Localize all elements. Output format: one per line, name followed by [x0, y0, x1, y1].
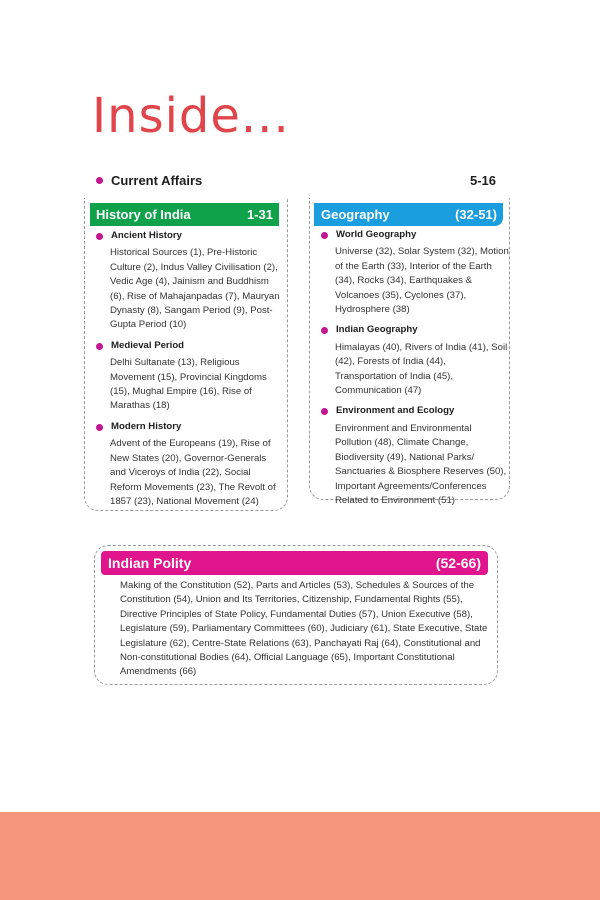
- section-body: Delhi Sultanate (13), Religious Movement (15), Provincial Kingdoms (15), Mughal Empire (16), Rise of Marathas (18): [110, 357, 267, 412]
- section-body: Environment and Environmental Pollution (48), Climate Change, Biodiversity (49), National Parks/ Sanctuaries & Biosphere Reserves (50), Important Agreements/Conferences Related to Environment (51): [335, 422, 507, 506]
- geography-section-environment: [321, 404, 509, 508]
- history-title: History of India: [96, 207, 191, 222]
- history-section-ancient: [96, 229, 284, 333]
- bullet-icon: [321, 232, 328, 239]
- section-body: Universe (32), Solar System (32), Motion of the Earth (33), Interior of the Earth (34), Rocks (34), Earthquakes & Volcanoes (35), Cyclones (37), Hydrosphere (38): [335, 246, 509, 316]
- page-title: Inside...: [92, 88, 290, 144]
- bullet-icon: [96, 233, 103, 240]
- polity-title: Indian Polity: [108, 555, 192, 571]
- geography-banner[interactable]: [314, 203, 503, 226]
- geography-title: Geography: [321, 207, 390, 222]
- section-heading: World Geography: [336, 229, 417, 240]
- section-heading: Indian Geography: [336, 324, 418, 336]
- geography-sections: [321, 228, 509, 514]
- geography-section-world: [321, 228, 509, 317]
- polity-body: Making of the Constitution (52), Parts and Articles (53), Schedules & Sources of the Constitution (54), Union and Its Territories, Citizenship, Fundamental Rights (55), Directive Principles of State Policy, Fundamental Duties (57), Union Executive (58), Legislature (59), Parliamentary Committees (60), Judiciary (61), State Executive, State Legislature (62), Centre-State Relations (63), Panchayati Raj (64), Constitutional and Non-constitutional Bodies (64), Official Language (65), Important Constitutional Amendments (66): [120, 580, 488, 678]
- section-body: Advent of the Europeans (19), Rise of New States (20), Governor-Generals and Viceroys of India (22), Social Reform Movements (23), The Revolt of 1857 (23), National Movement (24): [110, 438, 276, 507]
- section-heading: Environment and Ecology: [336, 405, 455, 417]
- bullet-icon: [96, 177, 103, 184]
- current-affairs-entry[interactable]: [96, 173, 496, 188]
- geography-pages: (32-51): [455, 207, 497, 222]
- history-sections: [96, 229, 284, 515]
- polity-pages: (52-66): [435, 555, 481, 571]
- history-banner[interactable]: [90, 203, 279, 226]
- section-heading: Ancient History: [111, 230, 182, 241]
- current-affairs-label: Current Affairs: [111, 173, 203, 188]
- bullet-icon: [321, 408, 328, 415]
- section-body: Himalayas (40), Rivers of India (41), Soil (42), Forests of India (44), Transportation of India (45), Communication (47): [335, 341, 508, 397]
- current-affairs-pages: 5-16: [469, 173, 496, 188]
- footer-band: [0, 812, 600, 900]
- history-pages: 1-31: [246, 207, 273, 222]
- history-section-modern: [96, 420, 284, 509]
- section-heading: Medieval Period: [111, 339, 185, 351]
- section-body: Historical Sources (1), Pre-Historic Culture (2), Indus Valley Civilisation (2), Vedic Age (4), Jainism and Buddhism (6), Rise of Mahajanpadas (7), Mauryan Dynasty (8), Sangam Period (9), Post-Gupta Period (10): [110, 247, 280, 331]
- section-heading: Modern History: [111, 420, 182, 432]
- history-section-medieval: [96, 339, 284, 414]
- bullet-icon: [96, 424, 103, 431]
- polity-banner[interactable]: [101, 551, 488, 575]
- geography-section-indian: [321, 323, 509, 398]
- bullet-icon: [321, 327, 328, 334]
- bullet-icon: [96, 343, 103, 350]
